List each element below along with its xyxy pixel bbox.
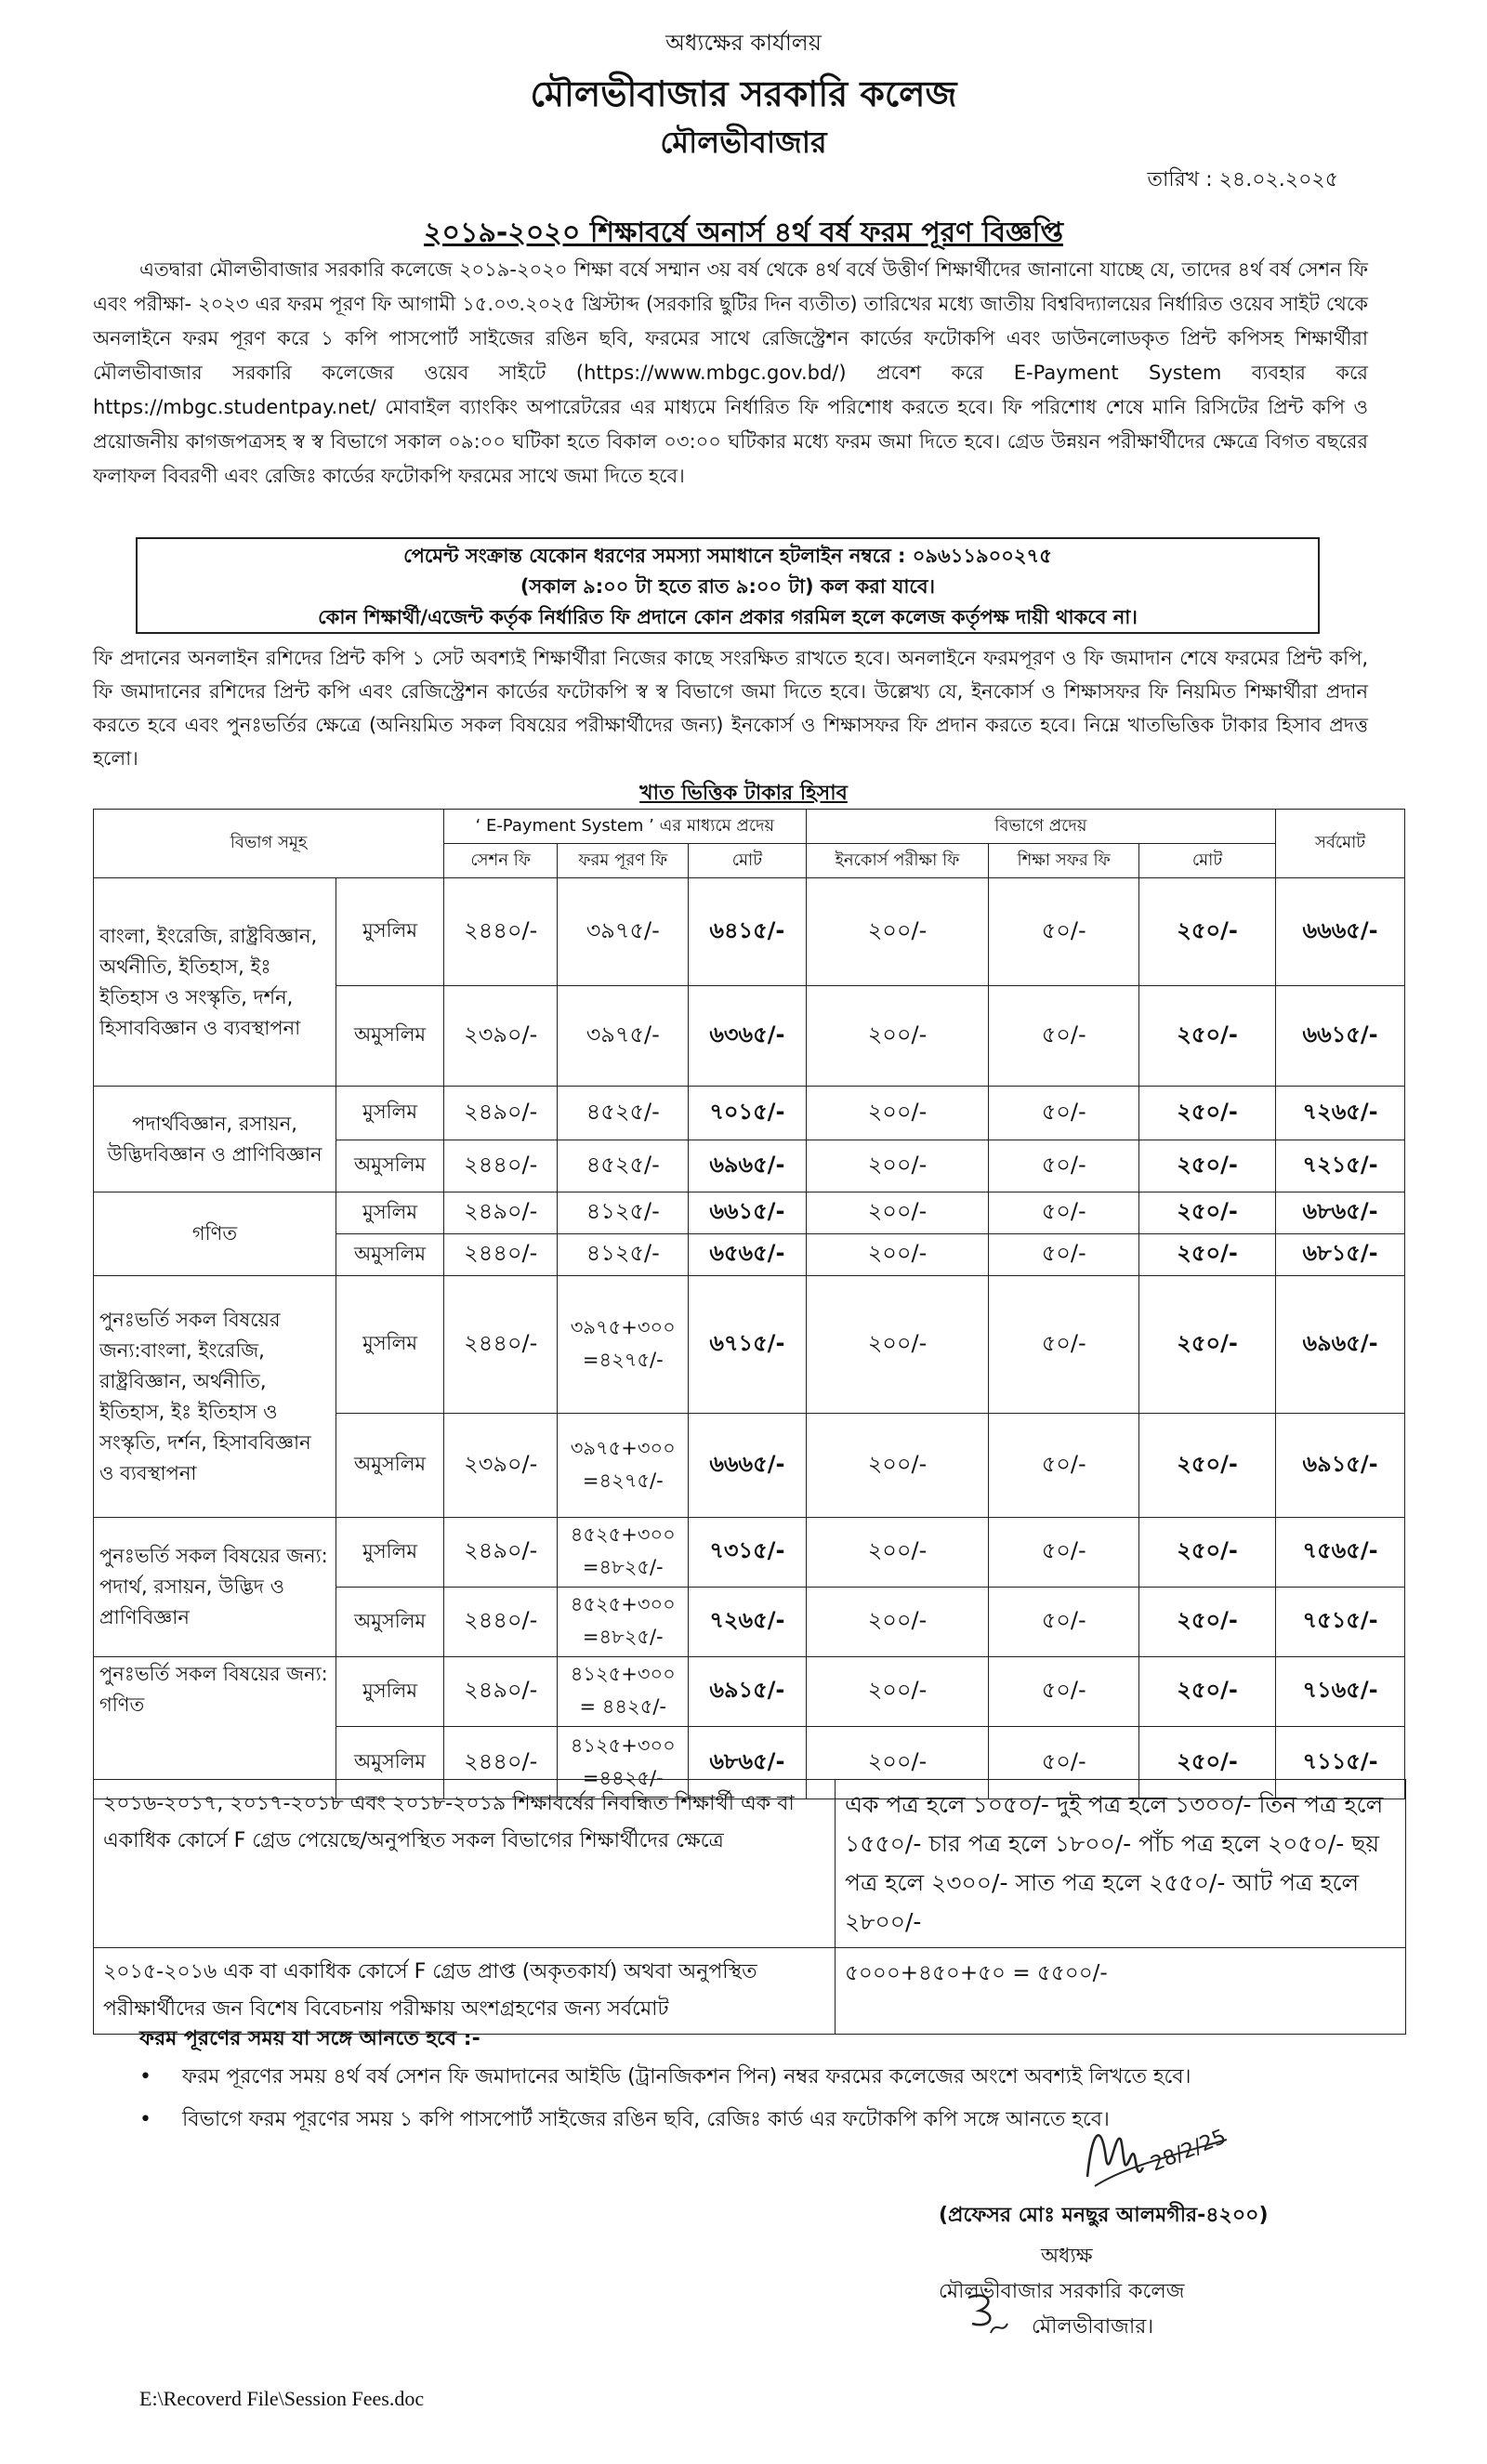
svg-text:28/2/25: 28/2/25 bbox=[1147, 2125, 1230, 2177]
dept-total-cell: ২৫০/- bbox=[1138, 1140, 1275, 1192]
grand-total-cell: ৭৫১৫/- bbox=[1276, 1588, 1405, 1657]
notice-date: তারিখ : ২৪.০২.২০২৫ bbox=[1147, 168, 1338, 191]
tour-fee-cell: ৫০/- bbox=[989, 1192, 1139, 1234]
incourse-fee-cell: ২০০/- bbox=[806, 1518, 989, 1588]
session-fee-cell: ২৪৪০/- bbox=[444, 1276, 558, 1414]
religion-cell: অমুসলিম bbox=[336, 1414, 444, 1518]
bullet-icon: • bbox=[139, 2065, 151, 2088]
religion-cell: মুসলিম bbox=[336, 1518, 444, 1588]
session-fee-cell: ২৪৪০/- bbox=[444, 878, 558, 986]
tour-fee-cell: ৫০/- bbox=[989, 878, 1139, 986]
session-fee-cell: ২৩৯০/- bbox=[444, 1414, 558, 1518]
fail-fee-table bbox=[93, 1779, 1406, 2035]
epay-total-cell: ৭৩১৫/- bbox=[689, 1518, 806, 1588]
header-total-epay: মোট bbox=[689, 844, 806, 878]
incourse-fee-cell: ২০০/- bbox=[806, 1192, 989, 1234]
header-incourse-fee: ইনকোর্স পরীক্ষা ফি bbox=[806, 844, 989, 878]
special-consideration-cell: ২০১৫-২০১৬ এক বা একাধিক কোর্সে F গ্রেড প্রাপ্ত (অকৃতকার্য) অথবা অনুপস্থিত পরীক্ষার্থীদের জন বিশেষ বিবেচনায় পরীক্ষায় অংশগ্রহণের জন্য সর্বমোট bbox=[94, 1948, 836, 2035]
table-row bbox=[94, 1518, 1405, 1588]
office-heading: অধ্যক্ষের কার্যালয় bbox=[665, 30, 822, 56]
header-departments: বিভাগ সমূহ bbox=[94, 810, 444, 878]
table-row bbox=[94, 1948, 1406, 2035]
religion-cell: অমুসলিম bbox=[336, 1727, 444, 1799]
handwritten-signature bbox=[1069, 2102, 1236, 2205]
session-fee-cell: ২৩৯০/- bbox=[444, 986, 558, 1087]
call-hours-line: (সকাল ৯:০০ টা হতে রাত ৯:০০ টা) কল করা যাবে। bbox=[520, 575, 936, 598]
grand-total-cell: ৬৮৬৫/- bbox=[1276, 1192, 1405, 1234]
epay-total-cell: ৬৭১৫/- bbox=[689, 1276, 806, 1414]
epay-total-cell: ৬৬১৫/- bbox=[689, 1192, 806, 1234]
grand-total-cell: ৬৮১৫/- bbox=[1276, 1234, 1405, 1276]
dept-total-cell: ২৫০/- bbox=[1138, 1234, 1275, 1276]
list-item-text: বিভাগে ফরম পূরণের সময় ১ কপি পাসপোর্ট সাইজের রঙিন ছবি, রেজিঃ কার্ড এর ফটোকপি কপি সঙ্গে আনতে হবে। bbox=[182, 2108, 1110, 2131]
city-name: মৌলভীবাজার bbox=[660, 125, 827, 160]
special-total-cell: ৫০০০+৪৫০+৫০ = ৫৫০০/- bbox=[836, 1948, 1406, 2035]
tour-fee-cell: ৫০/- bbox=[989, 1087, 1139, 1140]
grand-total-cell: ৬৬১৫/- bbox=[1276, 986, 1405, 1087]
incourse-fee-cell: ২০০/- bbox=[806, 1727, 989, 1799]
form-fee-cell: ৪৫২৫+৩০০ =৪৮২৫/- bbox=[558, 1588, 689, 1657]
incourse-fee-cell: ২০০/- bbox=[806, 1087, 989, 1140]
notice-title bbox=[0, 210, 1487, 257]
religion-cell: মুসলিম bbox=[336, 1657, 444, 1727]
religion-cell: মুসলিম bbox=[336, 1192, 444, 1234]
hotline-line: পেমেন্ট সংক্রান্ত যেকোন ধরণের সমস্যা সমাধানে হটলাইন নম্বরে : ০৯৬১১৯০০২৭৫ bbox=[403, 545, 1052, 567]
epay-total-cell: ৬৬৬৫/- bbox=[689, 1414, 806, 1518]
fee-table-caption bbox=[0, 777, 1487, 811]
table-row bbox=[94, 1276, 1405, 1414]
epay-total-cell: ৬৪১৫/- bbox=[689, 878, 806, 986]
grand-total-cell: ৭১৬৫/- bbox=[1276, 1657, 1405, 1727]
incourse-fee-cell: ২০০/- bbox=[806, 986, 989, 1087]
session-fee-cell: ২৪৯০/- bbox=[444, 1518, 558, 1588]
form-fee-cell: ৪১২৫+৩০০ =৪৪২৫/- bbox=[558, 1727, 689, 1799]
tour-fee-cell: ৫০/- bbox=[989, 1414, 1139, 1518]
notice-title-text: ২০১৯-২০২০ শিক্ষাবর্ষে অনার্স ৪র্থ বর্ষ ফরম পূরণ বিজ্ঞপ্তি bbox=[423, 217, 1064, 249]
header-grand-total: সর্বমোট bbox=[1276, 810, 1405, 878]
signature-college: মৌলভীবাজার সরকারি কলেজ bbox=[939, 2280, 1185, 2303]
header-session-fee: সেশন ফি bbox=[444, 844, 558, 878]
epay-total-cell: ৭০১৫/- bbox=[689, 1087, 806, 1140]
session-fee-cell: ২৪৯০/- bbox=[444, 1192, 558, 1234]
list-item bbox=[139, 2056, 1348, 2099]
fee-table bbox=[93, 809, 1405, 1799]
dept-total-cell: ২৫০/- bbox=[1138, 878, 1275, 986]
dept-total-cell: ২৫০/- bbox=[1138, 1087, 1275, 1140]
subject-cell: পুনঃভর্তি সকল বিষয়ের জন্য: পদার্থ, রসায়ন, উদ্ভিদ ও প্রাণিবিজ্ঞান bbox=[94, 1518, 336, 1657]
incourse-fee-cell: ২০০/- bbox=[806, 1276, 989, 1414]
table-row bbox=[94, 1657, 1405, 1727]
dept-total-cell: ২৫০/- bbox=[1138, 986, 1275, 1087]
epay-total-cell: ৬৯১৫/- bbox=[689, 1657, 806, 1727]
dept-total-cell: ২৫০/- bbox=[1138, 1518, 1275, 1588]
session-fee-cell: ২৪৪০/- bbox=[444, 1234, 558, 1276]
form-fee-cell: ৪৫২৫+৩০০ =৪৮২৫/- bbox=[558, 1518, 689, 1588]
signature-city: মৌলভীবাজার। bbox=[1032, 2315, 1154, 2339]
fee-table-caption-text: খাত ভিত্তিক টাকার হিসাব bbox=[639, 782, 848, 805]
grand-total-cell: ৭৫৬৫/- bbox=[1276, 1518, 1405, 1588]
form-fee-cell: ৪১২৫/- bbox=[558, 1192, 689, 1234]
dept-total-cell: ২৫০/- bbox=[1138, 1192, 1275, 1234]
bring-list-title: ফরম পূরণের সময় যা সঙ্গে আনতে হবে :- bbox=[139, 2027, 480, 2050]
session-fee-cell: ২৪৯০/- bbox=[444, 1087, 558, 1140]
epay-total-cell: ৬৩৬৫/- bbox=[689, 986, 806, 1087]
grand-total-cell: ৭১১৫/- bbox=[1276, 1727, 1405, 1799]
header-tour-fee: শিক্ষা সফর ফি bbox=[989, 844, 1139, 878]
tour-fee-cell: ৫০/- bbox=[989, 1276, 1139, 1414]
principal-name: (প্রফেসর মোঃ মনছুর আলমগীর-৪২০০) bbox=[939, 2204, 1269, 2227]
dept-total-cell: ২৫০/- bbox=[1138, 1588, 1275, 1657]
tour-fee-cell: ৫০/- bbox=[989, 1518, 1139, 1588]
header-epayment: ‘ E-Payment System ’ এর মাধ্যমে প্রদেয় bbox=[444, 810, 806, 844]
epay-total-cell: ৬৮৬৫/- bbox=[689, 1727, 806, 1799]
grand-total-cell: ৬৬৬৫/- bbox=[1276, 878, 1405, 986]
table-row bbox=[94, 1780, 1406, 1948]
session-fee-cell: ২৪৪০/- bbox=[444, 1588, 558, 1657]
receipt-paragraph: ফি প্রদানের অনলাইন রশিদের প্রিন্ট কপি ১ সেট অবশ্যই শিক্ষার্থীরা নিজের কাছে সংরক্ষিত রাখতে হবে। অনলাইনে ফরমপূরণ ও ফি জমাদান শেষে ফরমের প্রিন্ট কপি, ফি জমাদানের রশিদের প্রিন্ট কপি এবং রেজিস্ট্রেশন কার্ডের ফটোকপি স্ব স্ব বিভাগে জমা দিতে হবে। উল্লেখ্য যে, ইনকোর্স ও শিক্ষাসফর ফি নিয়মিত শিক্ষার্থীরা প্রদান করতে হবে এবং পুনঃভর্তির ক্ষেত্রে (অনিয়মিত সকল বিষয়ের পরীক্ষার্থীদের জন্য) ইনকোর্স ও শিক্ষাসফর ফি প্রদান করতে হবে। নিম্নে খাতভিত্তিক টাকার হিসাব প্রদত্ত হলো। bbox=[93, 647, 1368, 770]
file-path-footer: E:\Recoverd File\Session Fees.doc bbox=[139, 2387, 425, 2410]
subject-cell: গণিত bbox=[94, 1192, 336, 1276]
incourse-fee-cell: ২০০/- bbox=[806, 878, 989, 986]
form-fee-cell: ৩৯৭৫+৩০০ =৪২৭৫/- bbox=[558, 1414, 689, 1518]
session-fee-cell: ২৪৯০/- bbox=[444, 1657, 558, 1727]
session-fee-cell: ২৪৪০/- bbox=[444, 1140, 558, 1192]
header-total-dept: মোট bbox=[1138, 844, 1275, 878]
subject-cell: বাংলা, ইংরেজি, রাষ্ট্রবিজ্ঞান, অর্থনীতি, ইতিহাস, ইঃ ইতিহাস ও সংস্কৃতি, দর্শন, হিসাববিজ্ঞান ও ব্যবস্থাপনা bbox=[94, 878, 336, 1087]
incourse-fee-cell: ২০০/- bbox=[806, 1657, 989, 1727]
incourse-fee-cell: ২০০/- bbox=[806, 1588, 989, 1657]
form-fee-cell: ৪১২৫+৩০০ = ৪৪২৫/- bbox=[558, 1657, 689, 1727]
college-name: মৌলভীবাজার সরকারি কলেজ bbox=[530, 73, 957, 114]
grand-total-cell: ৭২১৫/- bbox=[1276, 1140, 1405, 1192]
table-row bbox=[94, 1192, 1405, 1234]
religion-cell: অমুসলিম bbox=[336, 986, 444, 1087]
header-form-fee: ফরম পূরণ ফি bbox=[558, 844, 689, 878]
hotline-notice-box bbox=[136, 537, 1320, 634]
subject-cell: পদার্থবিজ্ঞান, রসায়ন, উদ্ভিদবিজ্ঞান ও প্রাণিবিজ্ঞান bbox=[94, 1087, 336, 1192]
incourse-fee-cell: ২০০/- bbox=[806, 1140, 989, 1192]
religion-cell: অমুসলিম bbox=[336, 1140, 444, 1192]
form-fee-cell: ৩৯৭৫+৩০০ =৪২৭৫/- bbox=[558, 1276, 689, 1414]
grand-total-cell: ৭২৬৫/- bbox=[1276, 1087, 1405, 1140]
tour-fee-cell: ৫০/- bbox=[989, 1140, 1139, 1192]
religion-cell: মুসলিম bbox=[336, 1276, 444, 1414]
table-row bbox=[94, 1087, 1405, 1140]
epay-total-cell: ৬৯৬৫/- bbox=[689, 1140, 806, 1192]
header-department-payable: বিভাগে প্রদেয় bbox=[806, 810, 1276, 844]
form-fee-cell: ৪৫২৫/- bbox=[558, 1087, 689, 1140]
list-item-text: ফরম পূরণের সময় ৪র্থ বর্ষ সেশন ফি জমাদানের আইডি (ট্রানজিকশন পিন) নম্বর ফরমের কলেজের অংশে অবশ্যই লিখতে হবে। bbox=[182, 2065, 1191, 2088]
dept-total-cell: ২৫০/- bbox=[1138, 1727, 1275, 1799]
form-fee-cell: ৪৫২৫/- bbox=[558, 1140, 689, 1192]
form-fee-cell: ৩৯৭৫/- bbox=[558, 986, 689, 1087]
dept-total-cell: ২৫০/- bbox=[1138, 1414, 1275, 1518]
dept-total-cell: ২৫০/- bbox=[1138, 1657, 1275, 1727]
religion-cell: অমুসলিম bbox=[336, 1234, 444, 1276]
incourse-fee-cell: ২০০/- bbox=[806, 1234, 989, 1276]
bullet-icon: • bbox=[139, 2108, 151, 2131]
liability-line: কোন শিক্ষার্থী/এজেন্ট কর্তৃক নির্ধারিত ফি প্রদানে কোন প্রকার গরমিল হলে কলেজ কর্তৃপক্ষ দায়ী থাকবে না। bbox=[318, 606, 1138, 628]
subject-cell: পুনঃভর্তি সকল বিষয়ের জন্য: গণিত bbox=[94, 1657, 336, 1799]
epay-total-cell: ৬৫৬৫/- bbox=[689, 1234, 806, 1276]
religion-cell: মুসলিম bbox=[336, 878, 444, 986]
session-fee-cell: ২৪৪০/- bbox=[444, 1727, 558, 1799]
intro-paragraph: এতদ্বারা মৌলভীবাজার সরকারি কলেজে ২০১৯-২০২০ শিক্ষা বর্ষে সম্মান ৩য় বর্ষ থেকে ৪র্থ বর্ষে উত্তীর্ণ শিক্ষার্থীদের জানানো যাচ্ছে যে, তাদের ৪র্থ বর্ষ সেশন ফি এবং পরীক্ষা- ২০২৩ এর ফরম পূরণ ফি আগামী ১৫.০৩.২০২৫ খ্রিস্টাব্দ (সরকারি ছুটির দিন ব্যতীত) তারিখের মধ্যে জাতীয় বিশ্ববিদ্যালয়ের নির্ধারিত ওয়েব সাইট থেকে অনলাইনে ফরম পূরণ করে ১ কপি পাসপোর্ট সাইজের রঙিন ছবি, ফরমের সাথে রেজিস্ট্রেশন কার্ডের ফটোকপি এবং ডাউনলোডকৃত প্রিন্ট কপিসহ শিক্ষার্থীরা মৌলভীবাজার সরকারি কলেজের ওয়েব সাইটে (https://www.mbgc.gov.bd/) প্রবেশ করে E-Payment System ব্যবহার করে https://mbgc.studentpay.net/ মোবাইল ব্যাংকিং অপারেটরের এর মাধ্যমে নির্ধারিত ফি পরিশোধ করতে হবে। ফি পরিশোধ শেষে মানি রিসিটের প্রিন্ট কপি ও প্রয়োজনীয় কাগজপত্রসহ স্ব স্ব বিভাগে সকাল ০৯:০০ ঘটিকা হতে বিকাল ০৩:০০ ঘটিকার মধ্যে ফরম জমা দিতে হবে। গ্রেড উন্নয়ন পরীক্ষার্থীদের ক্ষেত্রে বিগত বছরের ফলাফল বিবরণী এবং রেজিঃ কার্ডের ফটোকপি ফরমের সাথে জমা দিতে হবে। bbox=[93, 258, 1368, 487]
form-fee-cell: ৩৯৭৫/- bbox=[558, 878, 689, 986]
incourse-fee-cell: ২০০/- bbox=[806, 1414, 989, 1518]
tour-fee-cell: ৫০/- bbox=[989, 1657, 1139, 1727]
grand-total-cell: ৬৯১৫/- bbox=[1276, 1414, 1405, 1518]
tour-fee-cell: ৫০/- bbox=[989, 1234, 1139, 1276]
grand-total-cell: ৬৯৬৫/- bbox=[1276, 1276, 1405, 1414]
religion-cell: অমুসলিম bbox=[336, 1588, 444, 1657]
per-paper-fee-cell: এক পত্র হলে ১০৫০/- দুই পত্র হলে ১৩০০/- তিন পত্র হলে ১৫৫০/- চার পত্র হলে ১৮০০/- পাঁচ পত্র হলে ২০৫০/- ছয় পত্র হলে ২৩০০/- সাত পত্র হলে ২৫৫০/- আট পত্র হলে ২৮০০/- bbox=[836, 1780, 1406, 1948]
dept-total-cell: ২৫০/- bbox=[1138, 1276, 1275, 1414]
tour-fee-cell: ৫০/- bbox=[989, 986, 1139, 1087]
principal-role: অধ্যক্ষ bbox=[1041, 2245, 1093, 2268]
tour-fee-cell: ৫০/- bbox=[989, 1727, 1139, 1799]
form-fee-cell: ৪১২৫/- bbox=[558, 1234, 689, 1276]
religion-cell: মুসলিম bbox=[336, 1087, 444, 1140]
initial-mark bbox=[959, 2286, 1024, 2342]
subject-cell: পুনঃভর্তি সকল বিষয়ের জন্য:বাংলা, ইংরেজি, রাষ্ট্রবিজ্ঞান, অর্থনীতি, ইতিহাস, ইঃ ইতিহাস ও সংস্কৃতি, দর্শন, হিসাববিজ্ঞান ও ব্যবস্থাপনা bbox=[94, 1276, 336, 1518]
epay-total-cell: ৭২৬৫/- bbox=[689, 1588, 806, 1657]
table-row bbox=[94, 878, 1405, 986]
fail-fee-condition-cell: ২০১৬-২০১৭, ২০১৭-২০১৮ এবং ২০১৮-২০১৯ শিক্ষাবর্ষের নিবন্ধিত শিক্ষার্থী এক বা একাধিক কোর্সে F গ্রেড পেয়েছে/অনুপস্থিত সকল বিভাগের শিক্ষার্থীদের ক্ষেত্রে bbox=[94, 1780, 836, 1948]
tour-fee-cell: ৫০/- bbox=[989, 1588, 1139, 1657]
